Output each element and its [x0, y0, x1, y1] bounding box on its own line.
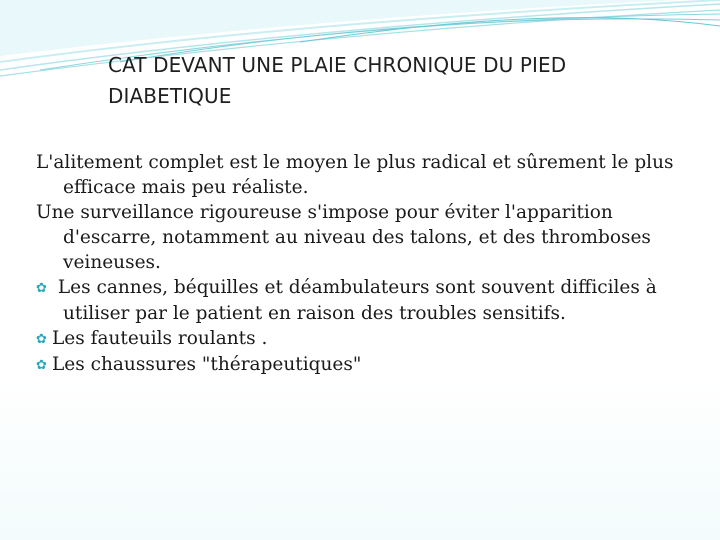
- bullet-icon: ✿: [36, 281, 47, 296]
- paragraph-1-text: L'alitement complet est le moyen le plus radical et sûrement le plus efficace mais peu réaliste.: [36, 152, 674, 198]
- paragraph-2-text: Une surveillance rigoureuse s'impose pour éviter l'apparition d'escarre, notamment au niveau des talons, et des thromboses veineuses.: [36, 202, 651, 273]
- bullet-item-fauteuils: [36, 326, 676, 352]
- slide-title: CAT DEVANT UNE PLAIE CHRONIQUE DU PIED DIABETIQUE: [108, 53, 567, 108]
- paragraph-1: [36, 150, 676, 200]
- bullet-item-chaussures-text: Les chaussures "thérapeutiques": [52, 354, 362, 375]
- bullet-icon: ✿: [36, 332, 47, 347]
- bullet-item-cannes: [36, 275, 676, 326]
- bullet-icon: ✿: [36, 358, 47, 373]
- paragraph-2: [36, 200, 676, 275]
- bullet-item-chaussures: [36, 352, 676, 378]
- bullet-item-cannes-text: Les cannes, béquilles et déambulateurs sont souvent difficiles à utiliser par le patient en raison des troubles sensitifs.: [52, 277, 657, 324]
- bullet-item-fauteuils-text: Les fauteuils roulants .: [52, 328, 268, 349]
- slide-body: [36, 150, 676, 378]
